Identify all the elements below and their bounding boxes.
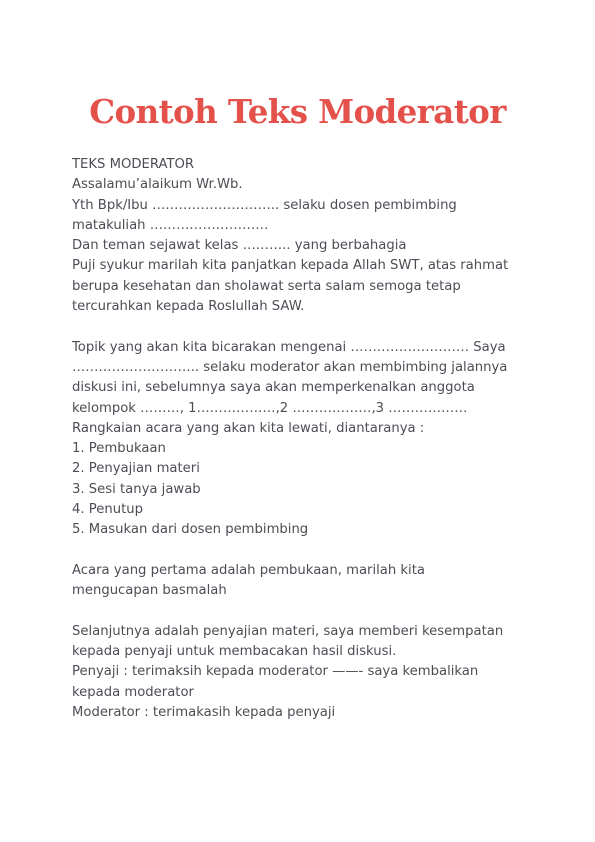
text-line: Puji syukur marilah kita panjatkan kepada Allah SWT, atas rahmat — [72, 258, 509, 274]
text-line: Acara yang pertama adalah pembukaan, marilah kita — [72, 562, 425, 578]
paragraph-gap — [72, 602, 542, 622]
text-line: ……………………….. selaku moderator akan membimbing jalannya — [72, 359, 508, 375]
text-line: mengucapan basmalah — [72, 583, 227, 599]
text-line: Assalamu’alaikum Wr.Wb. — [72, 177, 243, 193]
text-line: diskusi ini, sebelumnya saya akan memperkenalkan anggota — [72, 380, 475, 396]
text-line: Rangkaian acara yang akan kita lewati, diantaranya : — [72, 420, 425, 436]
paragraph-gap — [72, 541, 542, 561]
list-item: 3. Sesi tanya jawab — [72, 481, 201, 497]
text-line: berupa kesehatan dan sholawat serta salam semoga tetap — [72, 278, 461, 294]
text-line: matakuliah ……………………… — [72, 217, 269, 233]
list-item: 4. Penutup — [72, 502, 143, 518]
list-item: 1. Pembukaan — [72, 441, 166, 457]
document-title: Contoh Teks Moderator — [89, 92, 506, 131]
text-line: tercurahkan kepada Roslullah SAW. — [72, 299, 305, 315]
text-line: Yth Bpk/Ibu ……………………….. selaku dosen pembimbing — [72, 197, 457, 213]
text-line: Topik yang akan kita bicarakan mengenai ……………………… Saya — [72, 339, 506, 355]
text-line: kelompok ………, 1………………,2 ………………,3 ……………… — [72, 400, 468, 416]
text-line: TEKS MODERATOR — [72, 157, 195, 172]
paragraph-gap — [72, 317, 542, 337]
text-line: kepada penyaji untuk membacakan hasil diskusi. — [72, 644, 397, 660]
text-line: Penyaji : terimaksih kepada moderator ——- saya kembalikan — [72, 664, 479, 680]
text-line: Selanjutnya adalah penyajian materi, saya memberi kesempatan — [72, 623, 504, 639]
text-line: Dan teman sejawat kelas ……….. yang berbahagia — [72, 238, 407, 254]
text-line: kepada moderator — [72, 684, 194, 700]
list-item: 5. Masukan dari dosen pembimbing — [72, 522, 309, 538]
text-line: Moderator : terimakasih kepada penyaji — [72, 705, 336, 721]
document-body — [72, 155, 542, 723]
list-item: 2. Penyajian materi — [72, 461, 200, 477]
